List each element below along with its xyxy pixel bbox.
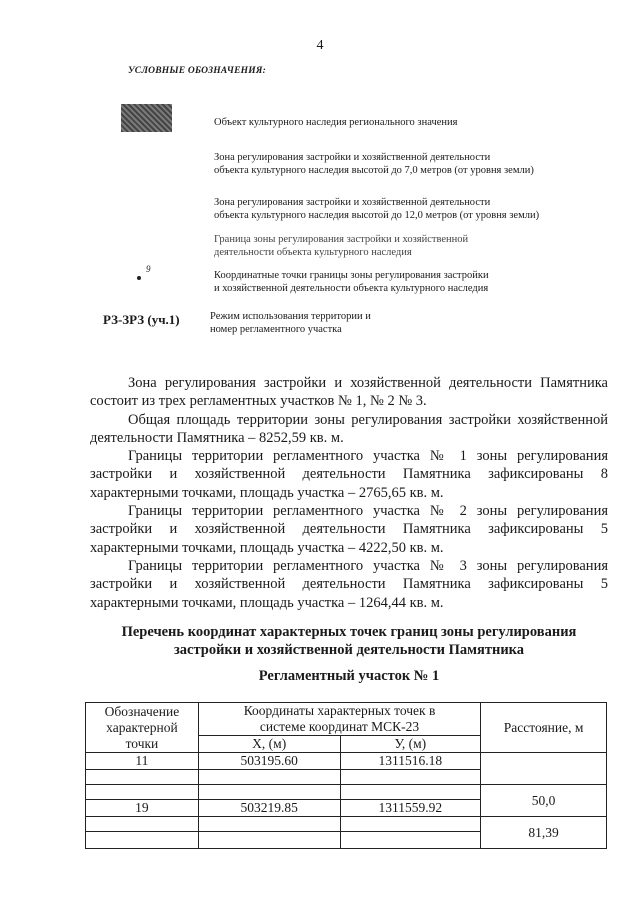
header-point-line3: точки xyxy=(125,735,159,751)
cell-x: 503219.85 xyxy=(198,800,340,817)
cell-x xyxy=(198,770,340,785)
legend-zone-12m-line1: Зона регулирования застройки и хозяйственной деятельности xyxy=(214,197,491,208)
heritage-object-swatch xyxy=(121,104,172,132)
cell-y: 1311516.18 xyxy=(340,753,481,770)
heading-line2: застройки и хозяйственной деятельности Памятника xyxy=(173,642,525,658)
paragraph-5: Границы территории регламентного участка № 3 зоны регулирования застройки и хозяйственной деятельности Памятника зафиксированы 5 характерными точками, площадь участка – 1264,44 кв. м. xyxy=(90,557,608,611)
point-marker-icon xyxy=(137,276,141,280)
cell-point: 19 xyxy=(86,800,199,817)
header-coordinates-line1: Координаты характерных точек в xyxy=(243,703,436,718)
table-row xyxy=(86,753,607,770)
header-point xyxy=(86,703,199,753)
cell-point xyxy=(86,770,199,785)
cell-y: 1311559.92 xyxy=(340,800,481,817)
legend-zone-7m-line2: объекта культурного наследия высотой до 7,0 метров (от уровня земли) xyxy=(214,165,534,176)
table-row xyxy=(86,785,607,800)
header-x: X, (м) xyxy=(198,736,340,753)
paragraph-3: Границы территории регламентного участка № 1 зоны регулирования застройки и хозяйственной деятельности Памятника зафиксированы 8 характерными точками, площадь участка – 2765,65 кв. м. xyxy=(90,448,608,501)
legend-zone-border-line2: деятельности объекта культурного наследия xyxy=(214,247,412,258)
header-coordinates xyxy=(198,703,480,736)
paragraph-1: Зона регулирования застройки и хозяйственной деятельности Памятника состоит из трех регламентных участков № 1, № 2 № 3. xyxy=(90,375,608,410)
legend-zone-12m-line2: объекта культурного наследия высотой до 12,0 метров (от уровня земли) xyxy=(214,210,540,221)
header-point-line1: Обозначение xyxy=(104,703,180,719)
cell-y xyxy=(340,817,481,832)
legend-zone-12m xyxy=(214,196,539,222)
legend-zone-7m xyxy=(214,151,534,177)
cell-y xyxy=(340,832,481,849)
cell-y xyxy=(340,770,481,785)
header-point-line2: характерной xyxy=(106,719,178,735)
cell-point xyxy=(86,785,199,800)
cell-distance: 81,39 xyxy=(481,817,607,849)
table-header-row xyxy=(86,703,607,736)
legend-zone-border xyxy=(214,233,468,259)
header-y: У, (м) xyxy=(340,736,481,753)
section-heading: Регламентный участок № 1 xyxy=(258,668,440,684)
cell-x xyxy=(198,832,340,849)
legend-regime-line1: Режим использования территории и xyxy=(210,311,371,322)
legend-regime-line2: номер регламентного участка xyxy=(210,324,342,335)
coordinates-list-heading xyxy=(90,623,608,659)
header-coordinates-line2: системе координат МСК-23 xyxy=(259,719,420,734)
header-distance: Расстояние, м xyxy=(481,703,607,753)
heading-line1: Перечень координат характерных точек границ зоны регулирования xyxy=(121,624,577,640)
page-number: 4 xyxy=(316,38,324,53)
legend-points-line1: Координатные точки границы зоны регулирования застройки xyxy=(214,270,489,281)
cell-x xyxy=(198,785,340,800)
cell-point xyxy=(86,817,199,832)
coordinates-table xyxy=(85,702,607,849)
legend-zone-border-line1: Граница зоны регулирования застройки и хозяйственной xyxy=(214,234,469,245)
body-text xyxy=(90,374,608,612)
cell-x xyxy=(198,817,340,832)
paragraph-2: Общая площадь территории зоны регулирования застройки хозяйственной деятельности Памятника – 8252,59 кв. м. xyxy=(90,411,608,446)
cell-y xyxy=(340,785,481,800)
legend-coordinate-points xyxy=(214,269,489,295)
paragraph-4: Границы территории регламентного участка № 2 зоны регулирования застройки и хозяйственной деятельности Памятника зафиксированы 5 характерными точками, площадь участка – 4222,50 кв. м. xyxy=(90,503,608,556)
point-marker-number: 9 xyxy=(146,264,151,274)
legend-zone-7m-line1: Зона регулирования застройки и хозяйственной деятельности xyxy=(214,152,491,163)
regime-code-label: РЗ-ЗРЗ (уч.1) xyxy=(103,312,180,327)
legend-title: УСЛОВНЫЕ ОБОЗНАЧЕНИЯ: xyxy=(128,66,266,76)
cell-x: 503195.60 xyxy=(198,753,340,770)
cell-distance-empty xyxy=(481,753,607,785)
legend-regime xyxy=(210,310,371,336)
legend-points-line2: и хозяйственной деятельности объекта культурного наследия xyxy=(214,283,489,294)
table-row xyxy=(86,817,607,832)
legend-heritage-label: Объект культурного наследия регионального значения xyxy=(214,117,458,128)
cell-point xyxy=(86,832,199,849)
cell-point: 11 xyxy=(86,753,199,770)
cell-distance: 50,0 xyxy=(481,785,607,817)
